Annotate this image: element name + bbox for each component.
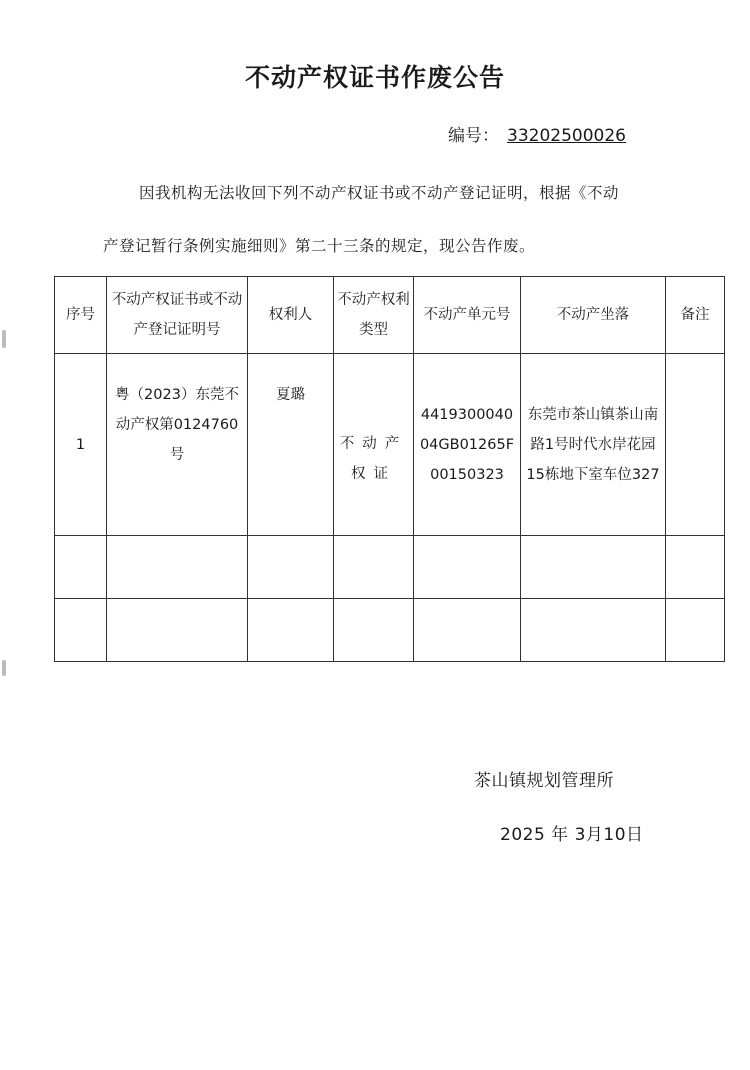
issuing-organization: 茶山镇规划管理所	[474, 771, 614, 791]
cell-empty	[334, 599, 414, 662]
cell-cert-no: 粤（2023）东莞不动产权第0124760号	[107, 354, 248, 536]
header-cert-no: 不动产权证书或不动产登记证明号	[107, 277, 248, 354]
cell-empty	[666, 599, 725, 662]
scan-edge-mark	[2, 330, 6, 348]
table-row	[55, 354, 725, 536]
table-header-row	[55, 277, 725, 354]
table-row	[55, 536, 725, 599]
cell-owner: 夏璐	[248, 354, 334, 536]
cell-empty	[414, 599, 521, 662]
cell-empty	[107, 536, 248, 599]
header-location: 不动产坐落	[521, 277, 666, 354]
cell-remark	[666, 354, 725, 536]
document-number-label: 编号：	[448, 126, 499, 146]
cell-empty	[248, 599, 334, 662]
cell-empty	[521, 599, 666, 662]
void-certificate-table	[54, 276, 725, 662]
paragraph-line-1: 因我机构无法收回下列不动产权证书或不动产登记证明，根据《不动	[139, 184, 620, 202]
issue-date: 2025 年 3月10日	[500, 825, 644, 845]
header-owner: 权利人	[248, 277, 334, 354]
header-unit-no: 不动产单元号	[414, 277, 521, 354]
cell-empty	[55, 536, 107, 599]
paragraph-line-2: 产登记暂行条例实施细则》第二十三条的规定，现公告作废。	[103, 237, 536, 255]
cell-empty	[521, 536, 666, 599]
cell-empty	[414, 536, 521, 599]
cell-empty	[334, 536, 414, 599]
page-title: 不动产权证书作废公告	[244, 63, 505, 92]
document-number	[448, 121, 626, 146]
cell-location: 东莞市茶山镇茶山南路1号时代水岸花园15栋地下室车位327	[521, 354, 666, 536]
header-seq: 序号	[55, 277, 107, 354]
cell-empty	[55, 599, 107, 662]
scan-edge-mark	[2, 660, 6, 676]
cell-empty	[107, 599, 248, 662]
cell-empty	[248, 536, 334, 599]
document-number-value: 33202500026	[507, 126, 626, 146]
cell-unit-no: 441930004004GB01265F00150323	[414, 354, 521, 536]
cell-right-type: 不动产权证	[334, 354, 414, 536]
cell-empty	[666, 536, 725, 599]
table-row	[55, 599, 725, 662]
header-remark: 备注	[666, 277, 725, 354]
header-right-type: 不动产权利类型	[334, 277, 414, 354]
cell-seq: 1	[55, 354, 107, 536]
